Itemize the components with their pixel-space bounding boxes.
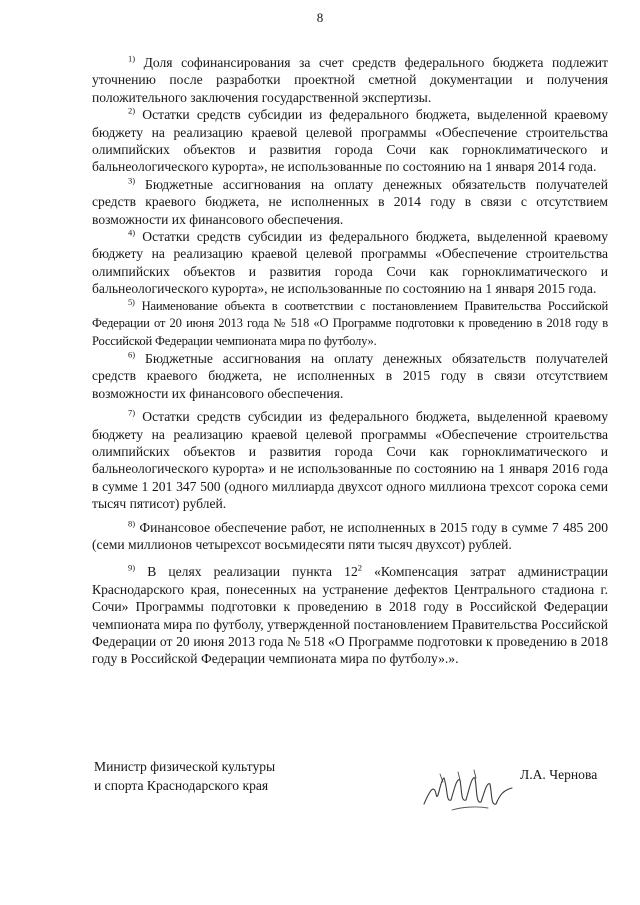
footnote-text: Доля софинансирования за счет средств федерального бюджета подлежит уточнению после разработки проектной сметной документации и получения положительного заключения государственной экспертизы. <box>92 55 608 105</box>
footnote-mark: 9) <box>128 562 136 573</box>
footnote-mark: 7) <box>128 407 136 418</box>
footnote-8 <box>92 519 608 554</box>
footnotes-section <box>92 54 608 668</box>
footnote-mark: 6) <box>128 349 136 360</box>
footnote-2 <box>92 106 608 176</box>
footnote-text: Остатки средств субсидии из федерального бюджета, выделенной краевому бюджету на реализацию краевой целевой программы «Обеспечение строительства олимпийских объектов и развития города Сочи как горноклиматического и бальнеологического курорта», не использованные по состоянию на 1 января 2014 года. <box>92 107 608 175</box>
footnote-text: Бюджетные ассигнования на оплату денежных обязательств получателей средств краевого бюджета, не исполненных в 2015 году в связи отсутствием возможности их финансового обеспечения. <box>92 350 608 401</box>
footnote-1 <box>92 54 608 106</box>
footnote-9 <box>92 563 608 667</box>
footnote-text-continued: «Компенсация затрат администрации Краснодарского края, понесенных на устранение дефектов Центрального стадиона г. Сочи» Программы подготовки к проведению в 2018 году в Российской Федерации чемпионата мира по футболу, утвержденной постановлением Правительства Российской Федерации от 20 июня 2013 года № 518 «О Программе подготовки к проведению в 2018 году в Российской Федерации чемпионата мира по футболу».». <box>92 564 608 667</box>
footnote-5 <box>92 298 608 350</box>
footnote-mark: 5) <box>128 296 135 307</box>
footnote-text: Бюджетные ассигнования на оплату денежных обязательств получателей средств краевого бюджета, не исполненных в 2014 году в связи с отсутствием возможности их финансового обеспечения. <box>92 176 608 227</box>
footnote-text: Финансовое обеспечение работ, не исполненных в 2015 году в сумме 7 485 200 (семи миллионов четырехсот восьмидесяти пяти тысяч двухсот) рублей. <box>92 519 608 552</box>
footnote-mark: 8) <box>128 518 136 529</box>
handwritten-signature <box>418 760 518 820</box>
signatory-name: Л.А. Чернова <box>520 767 598 782</box>
footnote-mark: 2) <box>128 105 136 116</box>
point-superscript: 2 <box>357 562 362 573</box>
footnote-6 <box>92 350 608 402</box>
position-line-1: Министр физической культуры <box>94 759 276 774</box>
signatory-position <box>94 757 275 795</box>
footnote-mark: 4) <box>128 227 136 238</box>
footnote-4 <box>92 228 608 298</box>
position-line-2: и спорта Краснодарского края <box>94 778 269 793</box>
footnote-mark: 1) <box>128 53 136 64</box>
footnote-mark: 3) <box>128 175 136 186</box>
footnote-text: В целях реализации пункта 12 <box>135 564 358 580</box>
footnote-7 <box>92 408 608 512</box>
footnote-text: Наименование объекта в соответствии с постановлением Правительства Российской Федерации от 20 июня 2013 года № 518 «О Программе подготовки к проведению в 2018 году в Российской Федерации чемпионата мира по футболу». <box>92 298 608 348</box>
page-number: 8 <box>316 10 324 25</box>
footnote-3 <box>92 176 608 228</box>
footnote-text: Остатки средств субсидии из федерального бюджета, выделенной краевому бюджету на реализацию краевой целевой программы «Обеспечение строительства олимпийских объектов и развития города Сочи как горноклиматического и бальнеологического курорта», не использованные по состоянию на 1 января 2015 года. <box>92 229 608 297</box>
footnote-text: Остатки средств субсидии из федерального бюджета, выделенной краевому бюджету на реализацию краевой целевой программы «Обеспечение строительства олимпийских объектов и развития города Сочи как горноклиматического и бальнеологического курорта» и не использованные по состоянию на 1 января 2016 года в сумме 1 201 347 500 (одного миллиарда двухсот одного миллиона трехсот сорока семи тысяч пятисот) рублей. <box>92 409 608 512</box>
